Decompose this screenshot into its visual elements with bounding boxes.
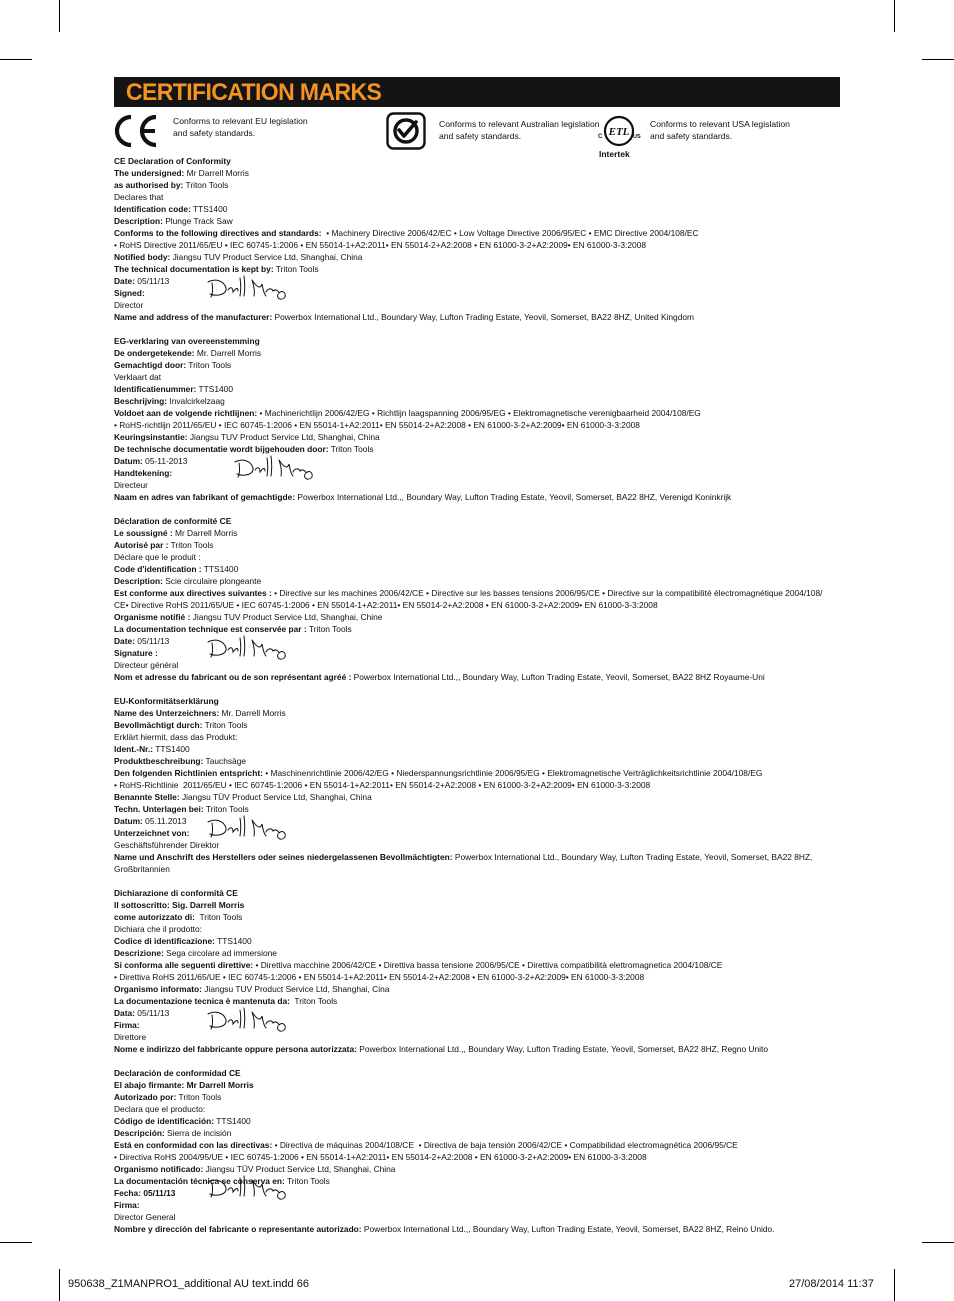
au-mark-description: [439, 119, 600, 142]
declaration-line: [114, 407, 874, 419]
field-value: • Direttiva macchine 2006/42/CE • Direttiva bassa tensione 2006/95/CE • Direttiva compatibilità elettromagnetica 2004/108/CE: [253, 960, 723, 970]
field-label: Code d'identification :: [114, 564, 202, 574]
field-label: Descrizione:: [114, 948, 164, 958]
field-value: Triton Tools: [306, 624, 352, 634]
field-label: Date:: [114, 276, 135, 286]
eu-mark-text-line: Conforms to relevant EU legislation: [173, 116, 308, 126]
field-value: 05.11.2013: [142, 816, 187, 826]
field-value: Directeur: [114, 480, 148, 490]
field-value: TTS1400: [196, 384, 233, 394]
etl-c-text: C: [598, 134, 603, 140]
us-mark-text-line: Conforms to relevant USA legislation: [650, 119, 790, 129]
declaration-line: [114, 551, 874, 563]
field-label: Declaración de conformidad CE: [114, 1068, 241, 1078]
field-value: • Maschinenrichtlinie 2006/42/EG • Niederspannungsrichtlinie 2006/95/EG • Elektromagnetische Verträglichkeitsrichtlinie 2004/108/EG: [262, 768, 763, 778]
field-label: Conforms to the following directives and standards:: [114, 228, 322, 238]
declaration-line: [114, 707, 874, 719]
declaration-line: [114, 935, 874, 947]
declaration-line: [114, 359, 874, 371]
field-label: Firma:: [114, 1020, 140, 1030]
field-label: Descripción:: [114, 1128, 165, 1138]
declaration-line: [114, 1091, 874, 1103]
field-value: Powerbox International Ltd., Boundary Way, Lufton Trading Estate, Yeovil, Somerset, BA22 8HZ,: [452, 852, 813, 862]
field-label: as authorised by:: [114, 180, 184, 190]
declaration-line: [114, 1151, 874, 1163]
field-label: Description:: [114, 576, 163, 586]
field-value: TTS1400: [214, 1116, 251, 1126]
field-label: Datum:: [114, 816, 143, 826]
field-label: Produktbeschreibung:: [114, 756, 204, 766]
field-label: Organismo notificado:: [114, 1164, 204, 1174]
field-label: come autorizzato di:: [114, 912, 195, 922]
eu-mark-text-line: and safety standards.: [173, 127, 256, 138]
field-value: Powerbox International Ltd.,, Boundary Way, Lufton Trading Estate, Yeovil, Somerset, BA22 8HZ Royaume-Uni: [351, 672, 765, 682]
field-label: Código de identificación:: [114, 1116, 215, 1126]
field-value: Triton Tools: [186, 360, 232, 370]
field-label: Autorisé par :: [114, 540, 169, 550]
declaration-line: [114, 179, 874, 191]
declaration-line: [114, 767, 874, 779]
declaration-section: [114, 1067, 874, 1235]
page-title: CERTIFICATION MARKS: [126, 78, 382, 106]
field-value: Sierra de incisión: [164, 1128, 232, 1138]
declaration-line: [114, 215, 874, 227]
section-title-bar: [114, 77, 840, 107]
field-label: Date:: [114, 636, 135, 646]
field-label: Firma:: [114, 1200, 140, 1210]
declaration-line: [114, 1211, 874, 1223]
field-label: Está en conformidad con las directivas:: [114, 1140, 273, 1150]
field-label: Handtekening:: [114, 468, 173, 478]
field-value: • Machinerichtlijn 2006/42/EG • Richtlijn laagspanning 2006/95/EG • Elektromagnetische verenigbaarheid 2004/108/EG: [257, 408, 701, 418]
field-label: Data:: [114, 1008, 135, 1018]
declaration-line: [114, 527, 874, 539]
declaration-line: [114, 227, 874, 239]
declaration-line: [114, 287, 874, 299]
declaration-line: [114, 971, 874, 983]
declaration-line: [114, 239, 874, 251]
declaration-line: [114, 167, 874, 179]
field-value: • Directiva de máquinas 2004/108/CE • Directiva de baja tensión 2006/42/CE • Compatibilidad electromagnética 2006/95/CE: [272, 1140, 738, 1150]
field-value: Declares that: [114, 192, 164, 202]
field-label: Codice di identificazione:: [114, 936, 215, 946]
field-value: Director: [114, 300, 144, 310]
field-value: Powerbox International Ltd.,, Boundary Way, Lufton Trading Estate, Yeovil, Somerset, BA22 8HZ, Regno Unito: [356, 1044, 768, 1054]
field-value: 05/11/13: [134, 276, 170, 286]
declaration-line: [114, 371, 874, 383]
declaration-line: [114, 911, 874, 923]
field-value: Jiangsu TÜV Product Service Ltd, Shanghai, China: [203, 1164, 396, 1174]
declaration-line: [114, 779, 874, 791]
field-label: Le soussigné :: [114, 528, 173, 538]
footer-file-name: 950638_Z1MANPRO1_additional AU text.indd 66: [68, 1278, 309, 1290]
field-label: Dichiarazione di conformità CE: [114, 888, 238, 898]
declaration-line: [114, 719, 874, 731]
crop-mark: [922, 1242, 954, 1243]
declaration-line: [114, 899, 874, 911]
field-value: Declara que el producto:: [114, 1104, 206, 1114]
field-value: • RoHS Directive 2011/65/EU • IEC 60745-1:2006 • EN 55014-1+A2:2011• EN 55014-2+A2:2008 • EN 61000-3-2+A2:2009• EN 61000-3-3:2008: [114, 240, 646, 250]
field-label: Description:: [114, 216, 163, 226]
signature-image: [202, 812, 292, 842]
field-value: • RoHS-Richtlinie 2011/65/EU • IEC 60745-1:2006 • EN 55014-1+A2:2011• EN 55014-2+A2:2008 • EN 61000-3-2+A2:2009• EN 61000-3-3:2008: [114, 780, 651, 790]
declaration-line: [114, 191, 874, 203]
declaration-line: [114, 1043, 874, 1055]
crop-mark: [0, 1242, 32, 1243]
intertek-text: Intertek: [599, 149, 630, 159]
field-value: • Machinery Directive 2006/42/EC • Low Voltage Directive 2006/95/EC • EMC Directive 2004/108/EC: [321, 228, 699, 238]
field-label: Nome e indirizzo del fabbricante oppure persona autorizzata:: [114, 1044, 357, 1054]
declaration-line: [114, 1103, 874, 1115]
declaration-line: [114, 1067, 874, 1079]
crop-mark: [0, 59, 32, 60]
field-value: Mr. Darrell Morris: [194, 348, 262, 358]
declaration-line: [114, 983, 874, 995]
au-mark-text-line: Conforms to relevant Australian legislation: [439, 119, 600, 129]
field-label: EU-Konformitätserklärung: [114, 696, 219, 706]
declaration-section: [114, 515, 874, 683]
field-label: Autorizado por:: [114, 1092, 177, 1102]
field-label: Den folgenden Richtlinien entspricht:: [114, 768, 263, 778]
declaration-line: [114, 755, 874, 767]
declaration-section: [114, 335, 874, 503]
eu-mark-description: [173, 116, 308, 139]
declaration-line: [114, 947, 874, 959]
crop-mark: [894, 1269, 895, 1301]
ce-mark-icon: [112, 114, 160, 148]
field-value: Déclare que le produit :: [114, 552, 201, 562]
declaration-line: [114, 1187, 874, 1199]
declaration-line: [114, 743, 874, 755]
field-value: • RoHS-richtlijn 2011/65/EU • IEC 60745-1:2006 • EN 55014-1+A2:2011• EN 55014-2+A2:2008 • EN 61000-3-2+A2:2009• EN 61000-3-3:2008: [114, 420, 640, 430]
field-value: TTS1400: [153, 744, 190, 754]
field-label: De technische documentatie wordt bijgehouden door:: [114, 444, 329, 454]
field-value: TTS1400: [214, 936, 252, 946]
field-label: The undersigned:: [114, 168, 185, 178]
field-value: Scie circulaire plongeante: [162, 576, 262, 586]
declaration-line: [114, 1079, 874, 1091]
declaration-line: [114, 959, 874, 971]
field-label: El abajo firmante: Mr Darrell Morris: [114, 1080, 254, 1090]
declaration-line: [114, 515, 874, 527]
signature-image: [202, 1004, 292, 1034]
field-value: Triton Tools: [289, 996, 338, 1006]
declaration-line: [114, 1019, 874, 1031]
field-value: TTS1400: [190, 204, 228, 214]
field-value: • Directiva RoHS 2004/95/UE • IEC 60745-1:2006 • EN 55014-1+A2:2011• EN 55014-2+A2:2008 • EN 61000-3-2+A2:2009• EN 61000-3-3:2008: [114, 1152, 647, 1162]
declaration-line: [114, 443, 874, 455]
declaration-line: [114, 383, 874, 395]
field-label: Datum:: [114, 456, 143, 466]
signature-image: [229, 452, 319, 482]
field-value: • Direttiva RoHS 2011/65/UE • IEC 60745-1:2006 • EN 55014-1+A2:2011• EN 55014-2+A2:2008 • EN 61000-3-2+A2:2009• EN 61000-3-3:2008: [114, 972, 645, 982]
declaration-line: [114, 791, 874, 803]
field-label: Techn. Unterlagen bei:: [114, 804, 204, 814]
field-label: La documentation technique est conservée par :: [114, 624, 307, 634]
signature-image: [202, 632, 292, 662]
crop-mark: [59, 0, 60, 32]
declaration-line: [114, 587, 874, 599]
declaration-line: [114, 599, 874, 611]
field-label: Name und Anschrift des Herstellers oder seines niedergelassenen Bevollmächtigten:: [114, 852, 453, 862]
field-value: Jiangsu TUV Product Service Ltd, Shanghai, China: [187, 432, 380, 442]
declaration-line: [114, 335, 874, 347]
field-label: Notified body:: [114, 252, 171, 262]
field-value: Invalcirkelzaag: [167, 396, 225, 406]
field-value: Triton Tools: [202, 720, 248, 730]
field-value: 05-11-2013: [142, 456, 188, 466]
field-value: Tauchsäge: [203, 756, 247, 766]
field-value: Powerbox International Ltd.,, Boundary Way, Lufton Trading Estate, Yeovil, Somerset, BA22 8HZ, Reino Unido.: [361, 1224, 775, 1234]
declaration-line: [114, 539, 874, 551]
field-value: Mr Darrell Morris: [184, 168, 249, 178]
au-mark-text-line: and safety standards.: [439, 130, 522, 141]
declaration-line: [114, 419, 874, 431]
declaration-line: [114, 1127, 874, 1139]
declaration-line: [114, 347, 874, 359]
field-value: TTS1400: [201, 564, 239, 574]
declaration-line: [114, 467, 874, 479]
field-value: Triton Tools: [194, 912, 243, 922]
field-label: Voldoet aan de volgende richtlijnen:: [114, 408, 258, 418]
field-label: Organismo informato:: [114, 984, 202, 994]
field-label: Naam en adres van fabrikant of gemachtigde:: [114, 492, 296, 502]
declaration-line: [114, 203, 874, 215]
declaration-line: [114, 695, 874, 707]
field-value: 05/11/13: [134, 636, 170, 646]
field-value: Mr. Darrell Morris: [219, 708, 286, 718]
declaration-line: [114, 563, 874, 575]
etl-intertek-mark-icon: [597, 112, 641, 160]
field-label: CE Declaration of Conformity: [114, 156, 231, 166]
field-label: Name and address of the manufacturer:: [114, 312, 273, 322]
field-value: Geschäftsführender Direktor: [114, 840, 220, 850]
field-value: Jiangsu TUV Product Service Ltd, Shanghai, Cina: [201, 984, 390, 994]
field-label: Unterzeichnet von:: [114, 828, 190, 838]
field-label: Organisme notifié :: [114, 612, 191, 622]
signature-image: [202, 272, 292, 302]
etl-mark-text: ETL: [608, 126, 630, 138]
field-value: 05/11/13: [134, 1008, 170, 1018]
field-value: Powerbox International Ltd.,, Boundary Way, Lufton Trading Estate, Yeovil, Somerset, BA22 8HZ, Verenigd Koninkrijk: [295, 492, 732, 502]
field-value: Jiangsu TUV Product Service Ltd, Shanghai, China: [170, 252, 363, 262]
field-label: The technical documentation is kept by:: [114, 264, 274, 274]
declaration-line: [114, 851, 874, 863]
declaration-line: [114, 1223, 874, 1235]
declaration-line: [114, 431, 874, 443]
declaration-line: [114, 155, 874, 167]
field-value: Direttore: [114, 1032, 147, 1042]
declaration-line: [114, 671, 874, 683]
field-value: Triton Tools: [284, 1176, 330, 1186]
declaration-line: [114, 455, 874, 467]
declaration-section: [114, 155, 874, 323]
field-value: Sega circolare ad immersione: [163, 948, 277, 958]
field-label: Bevollmächtigt durch:: [114, 720, 203, 730]
us-mark-description: [650, 119, 790, 142]
field-value: Erklärt hiermit, dass das Produkt:: [114, 732, 238, 742]
field-label: Signed:: [114, 288, 145, 298]
field-label: Name des Unterzeichners:: [114, 708, 220, 718]
crop-mark: [922, 59, 954, 60]
declaration-line: [114, 611, 874, 623]
field-value: Triton Tools: [168, 540, 214, 550]
field-value: Dichiara che il prodotto:: [114, 924, 202, 934]
field-label: Est conforme aux directives suivantes :: [114, 588, 272, 598]
field-label: Benannte Stelle:: [114, 792, 180, 802]
declaration-line: [114, 887, 874, 899]
declaration-section: [114, 695, 874, 875]
declaration-line: [114, 827, 874, 839]
field-value: Powerbox International Ltd., Boundary Way, Lufton Trading Estate, Yeovil, Somerset, BA22 8HZ, United Kingdom: [272, 312, 695, 322]
declaration-line: [114, 1139, 874, 1151]
field-label: Gemachtigd door:: [114, 360, 187, 370]
field-label: Nombre y dirección del fabricante o representante autorizado:: [114, 1224, 362, 1234]
field-value: Jiangsu TUV Product Service Ltd, Shanghai, Chine: [190, 612, 383, 622]
field-value: Großbritannien: [114, 864, 170, 874]
field-label: Signature :: [114, 648, 158, 658]
field-label: Nom et adresse du fabricant ou de son représentant agréé :: [114, 672, 352, 682]
field-label: Déclaration de conformité CE: [114, 516, 232, 526]
declaration-line: [114, 251, 874, 263]
field-value: CE• Directive RoHS 2011/65/UE • IEC 60745-1:2006 • EN 55014-1+A2:2011• EN 55014-2+A2:2008 • EN 61000-3-2+A2:2009• EN 61000-3-3:2008: [114, 600, 658, 610]
field-value: Director General: [114, 1212, 176, 1222]
declaration-line: [114, 575, 874, 587]
field-value: Directeur général: [114, 660, 179, 670]
field-label: Beschrijving:: [114, 396, 168, 406]
field-value: Verklaart dat: [114, 372, 162, 382]
etl-us-text: US: [633, 134, 641, 140]
field-value: • Directive sur les machines 2006/42/CE • Directive sur les basses tensions 2006/95/CE • Directive sur la compatibilité électromagnétique 2004/108/: [271, 588, 823, 598]
field-label: Keuringsinstantie:: [114, 432, 188, 442]
declaration-line: [114, 395, 874, 407]
field-label: De ondergetekende:: [114, 348, 195, 358]
field-label: La documentación técnica se conserva en:: [114, 1176, 285, 1186]
field-label: Ident.-Nr.:: [114, 744, 154, 754]
declaration-line: [114, 1115, 874, 1127]
field-label: EG-verklaring van overeenstemming: [114, 336, 260, 346]
field-label: Identificatienummer:: [114, 384, 197, 394]
declaration-section: [114, 887, 874, 1055]
field-value: Mr Darrell Morris: [172, 528, 238, 538]
declaration-line: [114, 731, 874, 743]
field-value: Plunge Track Saw: [162, 216, 233, 226]
declaration-line: [114, 923, 874, 935]
field-label: Si conforma alle seguenti direttive:: [114, 960, 254, 970]
declaration-line: [114, 311, 874, 323]
field-value: Triton Tools: [203, 804, 249, 814]
declaration-line: [114, 479, 874, 491]
field-value: Triton Tools: [183, 180, 229, 190]
us-mark-text-line: and safety standards.: [650, 130, 733, 141]
field-value: Triton Tools: [273, 264, 319, 274]
footer-timestamp: 27/08/2014 11:37: [789, 1278, 874, 1290]
field-value: Triton Tools: [328, 444, 374, 454]
declarations-body: [114, 155, 874, 1247]
crop-mark: [894, 0, 895, 32]
rcm-mark-icon: [386, 112, 426, 150]
declaration-line: [114, 491, 874, 503]
crop-mark: [59, 1269, 60, 1301]
signature-image: [202, 1172, 292, 1202]
field-value: Triton Tools: [176, 1092, 222, 1102]
field-value: Jiangsu TÜV Product Service Ltd, Shanghai, China: [179, 792, 372, 802]
field-label: La documentazione tecnica è mantenuta da:: [114, 996, 290, 1006]
field-label: Il sottoscritto: Sig. Darrell Morris: [114, 900, 245, 910]
declaration-line: [114, 647, 874, 659]
declaration-line: [114, 863, 874, 875]
field-label: Identification code:: [114, 204, 191, 214]
field-label: Fecha: 05/11/13: [114, 1188, 176, 1198]
